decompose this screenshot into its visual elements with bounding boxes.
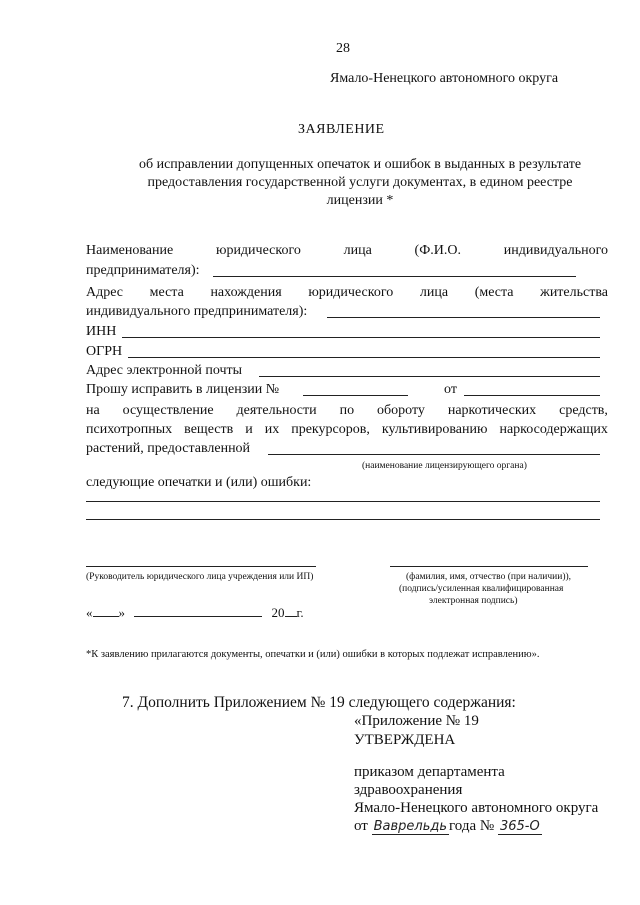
activity-row-1 <box>86 402 608 420</box>
word: Наименование <box>86 243 174 258</box>
handwritten-order-number: 365-О <box>499 819 540 834</box>
document-title: ЗАЯВЛЕНИЕ <box>298 122 385 137</box>
licensing-body-line[interactable] <box>268 454 600 455</box>
date-prefix: от <box>354 818 368 834</box>
appendix-line-2: УТВЕРЖДЕНА <box>354 732 456 748</box>
word: жительства <box>540 285 608 300</box>
word: прекурсоров, <box>291 422 370 437</box>
subtitle-line-1: об исправлении допущенных опечаток и ошибок в выданных в результате <box>138 157 582 172</box>
subtitle-line-2: предоставления государственной услуги документах, в едином реестре <box>147 175 573 190</box>
word: деятельности <box>236 403 317 418</box>
date-year-line[interactable] <box>285 616 297 617</box>
word: нахождения <box>210 285 282 300</box>
name-label-cont: предпринимателя): <box>86 263 200 278</box>
handwritten-date: Ваврельдь <box>373 819 448 834</box>
license-request-label: Прошу исправить в лицензии № <box>86 382 280 397</box>
name-label-row <box>86 242 608 260</box>
address-label-cont: индивидуального предпринимателя): <box>86 304 308 319</box>
name-signature-line[interactable] <box>390 566 588 567</box>
license-date-line[interactable] <box>464 395 600 396</box>
footnote: *К заявлению прилагаются документы, опечатки и (или) ошибки в которых подлежат исправлению». <box>86 649 540 660</box>
date-day-line[interactable] <box>93 616 119 617</box>
word: на <box>86 403 100 418</box>
head-signature-caption: (Руководитель юридического лица учреждения или ИП) <box>86 572 314 582</box>
licensing-body-caption: (наименование лицензирующего органа) <box>362 461 527 471</box>
quote-close: » <box>118 605 125 620</box>
page-number: 28 <box>336 41 350 56</box>
appendix-date-row <box>354 817 542 836</box>
name-field-line[interactable] <box>213 276 576 277</box>
year-number-label: года № <box>449 818 495 834</box>
word: осуществление <box>122 403 214 418</box>
amendment-text: 7. Дополнить Приложением № 19 следующего содержания: <box>122 694 516 711</box>
word: лица <box>343 243 372 258</box>
header-region: Ямало-Ненецкого автономного округа <box>330 71 559 86</box>
word: средств, <box>559 403 608 418</box>
errors-line-1[interactable] <box>86 501 600 502</box>
word: культивированию <box>381 422 488 437</box>
email-field-line[interactable] <box>259 376 600 377</box>
errors-label: следующие опечатки и (или) ошибки: <box>86 475 312 490</box>
appendix-line-4: здравоохранения <box>354 782 463 798</box>
errors-line-2[interactable] <box>86 519 600 520</box>
word: обороту <box>377 403 425 418</box>
address-label-row <box>86 284 608 302</box>
word: места <box>149 285 184 300</box>
word: юридического <box>308 285 394 300</box>
signer-name-caption: (фамилия, имя, отчество (при наличии)), <box>406 572 572 582</box>
quote-open: « <box>86 605 93 620</box>
word: лица <box>419 285 449 300</box>
appendix-line-3: приказом департамента <box>354 764 505 780</box>
address-field-line[interactable] <box>327 317 600 318</box>
signature-type-caption: (подпись/усиленная квалифицированная <box>399 584 564 594</box>
date-block <box>86 605 304 621</box>
word: по <box>339 403 355 418</box>
word: наркосодержащих <box>499 422 608 437</box>
from-label: от <box>444 382 457 397</box>
email-label: Адрес электронной почты <box>86 363 243 378</box>
date-year-prefix: 20 <box>271 605 285 620</box>
ogrn-field-line[interactable] <box>128 357 600 358</box>
head-signature-line[interactable] <box>86 566 316 567</box>
word: наркотических <box>447 403 537 418</box>
word: (Ф.И.О. <box>414 243 461 258</box>
word: веществ <box>184 422 234 437</box>
word: и <box>245 422 253 437</box>
word: их <box>264 422 280 437</box>
date-year-suffix: г. <box>296 605 304 620</box>
license-number-line[interactable] <box>303 395 408 396</box>
activity-row-2 <box>86 421 608 439</box>
word: Адрес <box>86 285 124 300</box>
ogrn-label: ОГРН <box>86 344 123 359</box>
word: юридического <box>215 243 301 258</box>
appendix-line-1: «Приложение № 19 <box>354 713 479 729</box>
word: психотропных <box>86 422 173 437</box>
inn-label: ИНН <box>86 324 117 339</box>
word: индивидуального <box>503 243 608 258</box>
inn-field-line[interactable] <box>122 337 600 338</box>
subtitle-line-3: лицензии * <box>326 193 394 208</box>
word: (места <box>474 285 514 300</box>
date-month-line[interactable] <box>134 616 262 617</box>
appendix-line-5: Ямало-Ненецкого автономного округа <box>354 800 599 816</box>
signature-type-caption-2: электронная подпись) <box>429 596 518 606</box>
activity-row-3: растений, предоставленной <box>86 441 251 456</box>
